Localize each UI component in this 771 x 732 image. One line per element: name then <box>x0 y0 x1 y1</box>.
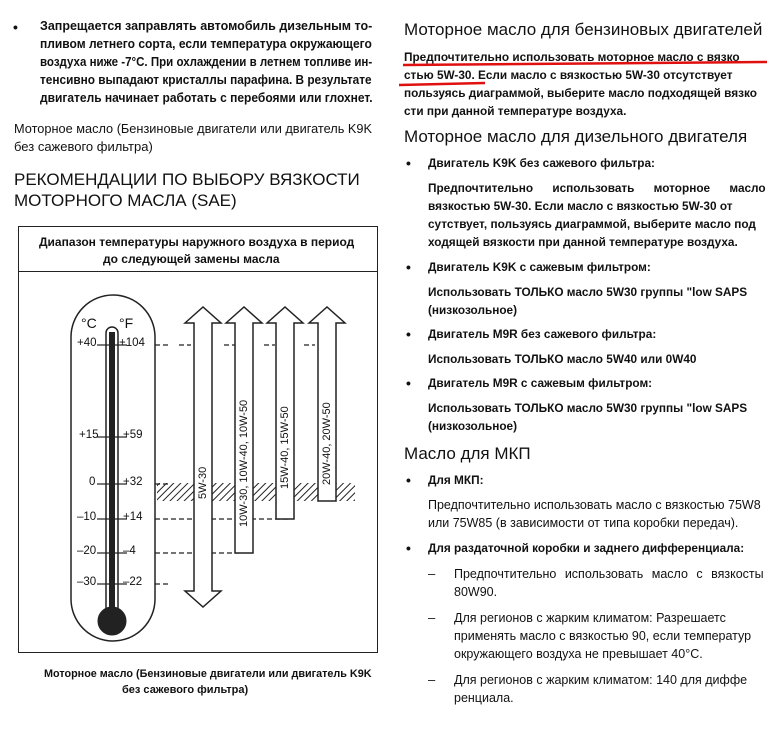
section-heading: РЕКОМЕНДАЦИИ ПО ВЫБОРУ ВЯЗКОСТИ <box>14 170 360 189</box>
mkp-item-line: Предпочтительно использовать масло с вязкостью 75W8 <box>428 498 761 512</box>
petrol-line: стью 5W-30. Если масло с вязкостью 5W-30 отсутствует <box>404 68 733 82</box>
diesel-item-line: Использовать ТОЛЬКО масло 5W30 группы "low SAPS <box>428 401 748 415</box>
mkp-dash-line: Для регионов с жарким климатом: 140 для диффе <box>454 673 748 687</box>
caption-bottom: Моторное масло (Бензиновые двигатели или двигатель K9K <box>44 668 372 680</box>
fahrenheit-unit: °F <box>119 315 134 331</box>
grade-label: 5W-30 <box>197 466 209 499</box>
fahrenheit-tick: +104 <box>119 337 145 349</box>
warning-line: тенсивно выпадают кристаллы парафина. В результате <box>40 73 372 87</box>
diagram-header-line: до следующей замены масла <box>103 252 280 266</box>
diesel-item-line: (низкозольное) <box>428 303 518 317</box>
fahrenheit-tick: +59 <box>123 429 143 441</box>
celsius-tick: –10 <box>77 511 97 523</box>
viscosity-diagram <box>18 226 378 653</box>
warning-line: Запрещается заправлять автомобиль дизельным то- <box>40 19 373 33</box>
celsius-tick: –30 <box>77 576 97 588</box>
bullet: • <box>13 19 18 35</box>
diagram-header-line: Диапазон температуры наружного воздуха в период <box>39 235 355 249</box>
mkp-title: Масло для МКП <box>404 444 531 463</box>
fahrenheit-tick: +14 <box>123 511 143 523</box>
mkp-dash-line: ренциала. <box>454 691 514 705</box>
petrol-title: Моторное масло для бензиновых двигателей <box>404 20 763 39</box>
petrol-line: Предпочтительно использовать моторное масло с вязко <box>404 50 740 64</box>
diesel-item-line: сутствует, пользуясь диаграммой, выберите масло под <box>428 217 756 231</box>
diesel-item-line: Использовать ТОЛЬКО масло 5W30 группы "low SAPS <box>428 285 748 299</box>
mkp-item-head: Для раздаточной коробки и заднего дифференциала: <box>428 541 745 555</box>
celsius-tick: +40 <box>77 337 97 349</box>
mkp-dash-line: Для регионов с жарким климатом: Разрешаетс <box>454 611 726 625</box>
diesel-item-line: Предпочтительно использовать моторное масло <box>428 181 766 195</box>
mkp-dash-line: Предпочтительно использовать масло с вязкосты <box>454 567 764 581</box>
mkp-item-head: Для МКП: <box>428 473 484 487</box>
caption-bottom: без сажевого фильтра) <box>122 684 249 696</box>
diesel-item-line: вязкостью 5W-30. Если масло с вязкостью 5W-30 от <box>428 199 733 213</box>
grade-label: 15W-40, 15W-50 <box>279 406 291 489</box>
petrol-line: сти при данной температуре воздуха. <box>404 104 627 118</box>
diesel-item-head: Двигатель M9R без сажевого фильтра: <box>428 327 657 341</box>
diesel-title: Моторное масло для дизельного двигателя <box>404 127 748 146</box>
caption-top: без сажевого фильтра) <box>14 139 153 154</box>
grade-label: 20W-40, 20W-50 <box>321 402 333 485</box>
fahrenheit-tick: +32 <box>123 476 143 488</box>
warning-line: пливом летнего сорта, если температура окружающего <box>40 37 372 51</box>
diesel-item-head: Двигатель M9R с сажевым фильтром: <box>428 376 653 390</box>
fahrenheit-tick: –4 <box>123 545 136 557</box>
celsius-unit: °C <box>81 315 97 331</box>
diesel-item-line: Использовать ТОЛЬКО масло 5W40 или 0W40 <box>428 352 697 366</box>
caption-top: Моторное масло (Бензиновые двигатели или двигатель K9K <box>14 121 372 136</box>
warning-line: двигатель начинает работать с перебоями или глохнет. <box>40 91 373 105</box>
diesel-item-line: ходящей вязкости при данной температуре воздуха. <box>428 235 738 249</box>
diesel-item-line: (низкозольное) <box>428 419 518 433</box>
red-underline <box>395 58 771 88</box>
petrol-line: пользуясь диаграммой, выберите масло подходящей вязко <box>404 86 757 100</box>
section-heading: МОТОРНОГО МАСЛА (SAE) <box>14 191 237 210</box>
celsius-tick: –20 <box>77 545 97 557</box>
diesel-item-head: Двигатель K9K с сажевым фильтром: <box>428 260 651 274</box>
celsius-tick: 0 <box>89 476 96 488</box>
celsius-tick: +15 <box>79 429 99 441</box>
mkp-dash-line: окружающего воздуха не превышает 40°C. <box>454 647 703 661</box>
warning-line: воздуха ниже -7°C. При охлаждении в летнем топливе ин- <box>40 55 373 69</box>
mkp-dash-line: 80W90. <box>454 585 498 599</box>
grade-label: 10W-30, 10W-40, 10W-50 <box>238 399 250 527</box>
fahrenheit-tick: –22 <box>123 576 143 588</box>
mkp-dash-line: применять масло с вязкостью 90, если температур <box>454 629 752 643</box>
diesel-item-head: Двигатель K9K без сажевого фильтра: <box>428 156 655 170</box>
mkp-item-line: или 75W85 (в зависимости от типа коробки передач). <box>428 516 739 530</box>
